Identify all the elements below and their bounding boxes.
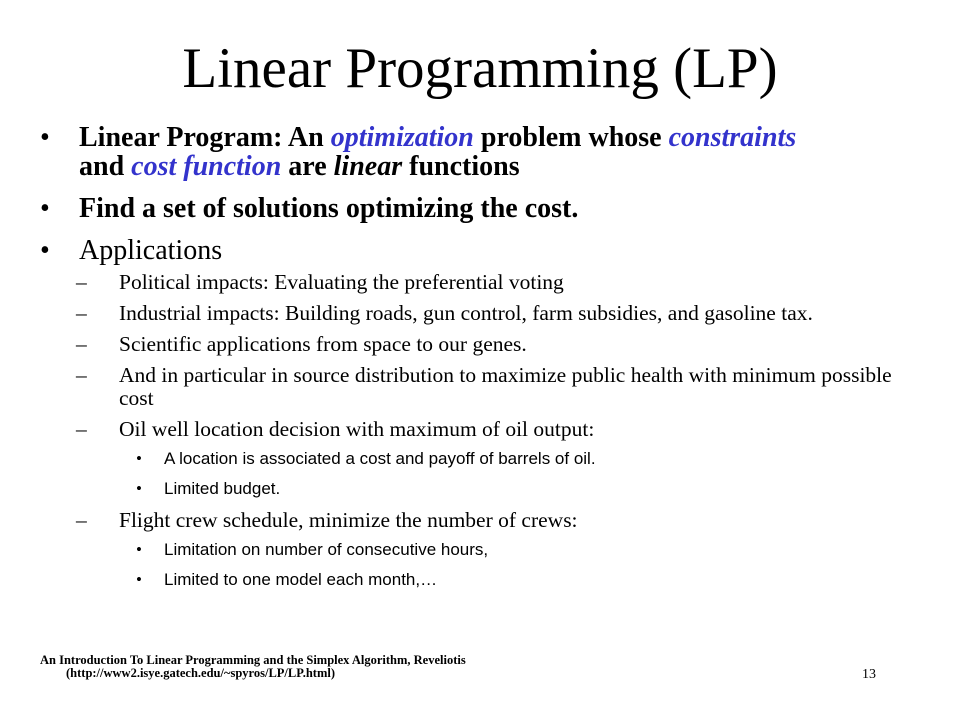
application-text: Scientific applications from space to our genes. [119, 332, 527, 356]
term-cost-function: cost function [131, 151, 282, 182]
bullet-dot-icon: • [40, 193, 50, 224]
bullet-dot-icon: • [136, 570, 142, 589]
application-item [40, 302, 920, 325]
bullet-dot-icon: • [40, 235, 50, 266]
bullet-text: Find a set of solutions optimizing the cost. [79, 193, 579, 224]
subitem-text: Limited to one model each month,… [164, 570, 438, 589]
term-optimization: optimization [330, 122, 474, 153]
definition-text-3: and [79, 151, 132, 182]
subitem-text: A location is associated a cost and payoff of barrels of oil. [164, 449, 596, 468]
crew-subitem [40, 540, 920, 560]
bullet-dot-icon: • [40, 122, 50, 153]
oil-subitem [40, 479, 920, 499]
crew-subitem [40, 570, 920, 590]
footer-citation: An Introduction To Linear Programming and the Simplex Algorithm, Reveliotis [40, 653, 466, 667]
bullet-lp-definition [40, 123, 920, 181]
page-number: 13 [862, 667, 876, 682]
dash-icon: – [76, 301, 87, 325]
definition-text-2: problem whose [473, 122, 669, 153]
application-item [40, 333, 920, 356]
application-item [40, 271, 920, 294]
subitem-text: Limited budget. [164, 479, 281, 498]
bullet-dot-icon: • [136, 540, 142, 559]
dash-icon: – [76, 363, 87, 387]
application-text: Industrial impacts: Building roads, gun control, farm subsidies, and gasoline tax. [119, 301, 813, 325]
slide-body [40, 123, 920, 600]
slide-title: Linear Programming (LP) [182, 37, 778, 100]
subitem-text: Limitation on number of consecutive hours, [164, 540, 489, 559]
bullet-dot-icon: • [136, 479, 142, 498]
dash-icon: – [76, 417, 87, 441]
application-text: Political impacts: Evaluating the preferential voting [119, 270, 564, 294]
term-constraints: constraints [668, 122, 797, 153]
oil-subitem [40, 449, 920, 469]
dash-icon: – [76, 508, 87, 532]
application-text: Oil well location decision with maximum of oil output: [119, 417, 595, 441]
slide-footer [40, 654, 640, 680]
definition-text-4: are [281, 151, 334, 182]
application-text: And in particular in source distribution to maximize public health with minimum possible cost [119, 363, 892, 410]
dash-icon: – [76, 270, 87, 294]
term-linear: linear [333, 151, 403, 182]
bullet-dot-icon: • [136, 449, 142, 468]
application-item [40, 364, 920, 410]
footer-url: (http://www2.isye.gatech.edu/~spyros/LP/LP.html) [66, 666, 336, 680]
bullet-text: Applications [79, 235, 223, 266]
application-item [40, 418, 920, 441]
definition-text-5: functions [402, 151, 520, 182]
application-item [40, 509, 920, 532]
bullet-applications [40, 236, 920, 265]
bullet-find-solutions [40, 194, 920, 223]
application-text: Flight crew schedule, minimize the number of crews: [119, 508, 578, 532]
dash-icon: – [76, 332, 87, 356]
definition-text-1: Linear Program: An [79, 122, 331, 153]
